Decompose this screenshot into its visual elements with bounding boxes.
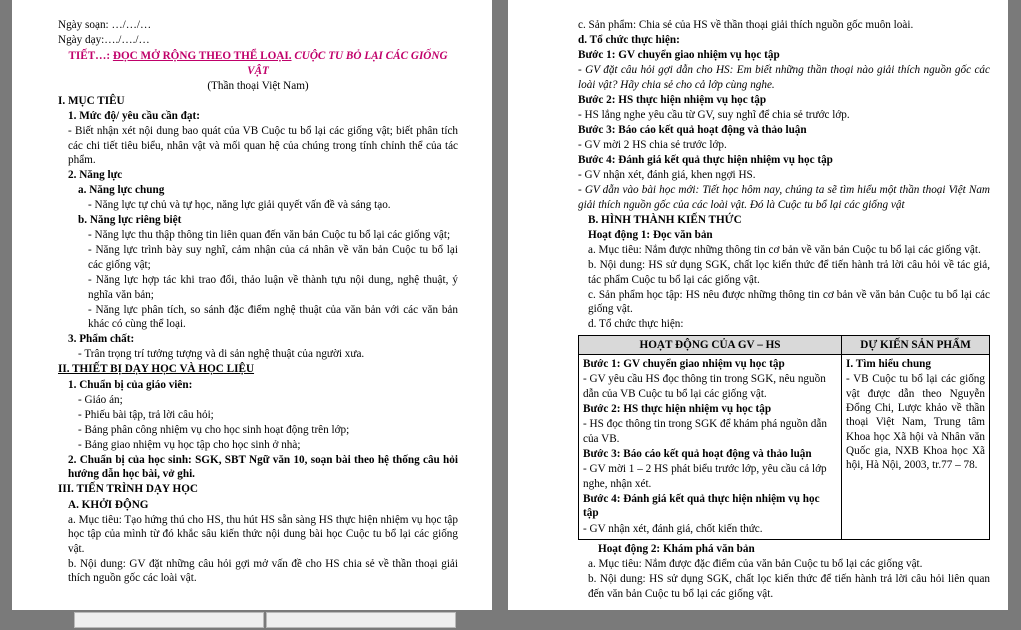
cell-act-line-3: - HS đọc thông tin trong SGK để khám phá nguồn dẫn của VB. — [583, 418, 827, 445]
document-title — [58, 49, 458, 78]
activity-2-muctieu: a. Mục tiêu: Nắm được đặc điểm của văn bản Cuộc tu bổ lại các giống vật. — [588, 558, 923, 571]
page-left — [12, 0, 492, 610]
taskbar-item-1[interactable] — [74, 612, 264, 628]
activity-1-noidung: b. Nội dung: HS sử dụng SGK, chất lọc kiến thức để tiến hành trả lời câu hỏi về tác giả, tác phẩm Cuộc tu bổ lại các giống vật. — [588, 259, 990, 286]
table-row — [579, 355, 990, 540]
activity-2-noidung: b. Nội dung: HS sử dụng SGK, chất lọc kiến thức để tiến hành trả lời câu hỏi liên quan đến văn bản Cuộc tu bổ lại các giống vật. — [588, 573, 990, 600]
table-header-row — [579, 335, 990, 354]
cell-act-line-0: Bước 1: GV chuyển giao nhiệm vụ học tập — [583, 358, 785, 371]
cell-act-line-2: Bước 2: HS thực hiện nhiệm vụ học tập — [583, 403, 772, 416]
right-text-3: - GV đặt câu hỏi gợi dẫn cho HS: Em biết những thần thoại nào giải thích nguồn gốc các loài vật? Hãy chia sẻ cho cả lớp cùng nghe. — [578, 64, 990, 91]
sub-heading-1-2a: a. Năng lực chung — [78, 184, 165, 197]
date-soan: Ngày soạn: …/…/… — [58, 19, 152, 31]
text-2-1-1: - Giáo án; — [78, 393, 123, 406]
sub-heading-3-a: A. KHỞI ĐỘNG — [68, 498, 149, 511]
title-main: ĐỌC MỞ RỘNG THEO THỂ LOẠI. — [112, 50, 292, 63]
page-gutter — [492, 0, 508, 630]
right-text-10: - GV dẫn vào bài học mới: Tiết học hôm nay, chúng ta sẽ tìm hiểu một thần thoại Việt Nam giải thích nguồn gốc của các loài vật. Đó là Cuộc tu bổ lại các giống vật — [578, 184, 990, 211]
text-1-2a: - Năng lực tự chủ và tự học, năng lực giải quyết vấn đề và sáng tạo. — [88, 199, 391, 212]
cell-act-line-4: Bước 3: Báo cáo kết quả hoạt động và thảo luận — [583, 448, 812, 461]
text-2-1-4: - Bảng giao nhiệm vụ học tập cho học sinh ở nhà; — [78, 438, 301, 451]
right-text-2: Bước 1: GV chuyển giao nhiệm vụ học tập — [578, 49, 780, 62]
document-subtitle: (Thần thoại Việt Nam) — [207, 79, 309, 92]
text-2-1-3: - Bảng phân công nhiệm vụ cho học sinh hoạt động trên lớp; — [78, 423, 350, 436]
activity-1-tochuc: d. Tổ chức thực hiện: — [588, 318, 684, 331]
sub-heading-1-2b: b. Năng lực riêng biệt — [78, 214, 182, 227]
title-italic: CUỘC TU BỎ LẠI CÁC GIỐNG VẬT — [247, 50, 448, 77]
cell-act-line-6: Bước 4: Đánh giá kết quả thực hiện nhiệm vụ học tập — [583, 493, 820, 520]
text-3-a-1: a. Mục tiêu: Tạo hứng thú cho HS, thu hút HS sẵn sàng HS thực hiện nhiệm vụ học tập học tập của mình từ đó khắc sâu kiến thức nội dung bài học Cuộc tu bổ lại các giống vật. — [68, 513, 458, 555]
text-1-2b-1: - Năng lực thu thập thông tin liên quan đến văn bản Cuộc tu bổ lại các giống vật; — [88, 229, 451, 242]
bottom-strip — [0, 610, 1021, 630]
left-column-body — [58, 18, 458, 586]
cell-products — [842, 355, 990, 540]
text-2-1-2: - Phiếu bài tập, trả lời câu hỏi; — [78, 408, 214, 421]
right-text-5: - HS lắng nghe yêu cầu từ GV, suy nghĩ để chia sẻ trước lớp. — [578, 108, 850, 121]
right-column-body — [578, 18, 990, 602]
heading-thiet-bi: II. THIẾT BỊ DẠY HỌC VÀ HỌC LIỆU — [58, 363, 255, 376]
activity-1-title: Hoạt động 1: Đọc văn bản — [588, 228, 713, 241]
sub-heading-2-1: 1. Chuẩn bị của giáo viên: — [68, 378, 193, 391]
cell-activities — [579, 355, 842, 540]
text-1-1: - Biết nhận xét nội dung bao quát của VB Cuộc tu bổ lại các giống vật; biết phân tích các chi tiết tiêu biểu, nhân vật và mối quan hệ của chúng trong tính chỉnh thể của tác phẩm. — [68, 124, 458, 167]
activity-1-muctieu: a. Mục tiêu: Nắm được những thông tin cơ bản về văn bản Cuộc tu bổ lại các giống vật. — [588, 243, 981, 256]
heading-hinh-thanh: B. HÌNH THÀNH KIẾN THỨC — [588, 213, 742, 226]
text-1-2b-4: - Năng lực phân tích, so sánh đặc điểm nghệ thuật của văn bản với các văn bản khác có cùng thể loại. — [88, 303, 458, 331]
text-1-3: - Trân trọng trí tưởng tượng và di sản nghệ thuật của người xưa. — [78, 348, 365, 361]
right-text-7: - GV mời 2 HS chia sẻ trước lớp. — [578, 139, 727, 151]
cell-act-line-7: - GV nhận xét, đánh giá, chốt kiến thức. — [583, 522, 763, 535]
text-2-2: 2. Chuẩn bị của học sinh: SGK, SBT Ngữ văn 10, soạn bài theo hệ thống câu hỏi hướng dẫn học bài, vở ghi. — [68, 453, 458, 481]
activities-table — [578, 335, 990, 540]
heading-muc-tieu: I. MỤC TIÊU — [58, 94, 125, 107]
taskbar-item-2[interactable] — [266, 612, 456, 628]
date-day: Ngày dạy:…./…./… — [58, 33, 150, 46]
title-prefix: TIẾT…: — [68, 50, 111, 63]
text-1-2b-3: - Năng lực hợp tác khi trao đổi, thảo luận về thành tựu nội dung, nghệ thuật, ý nghĩa văn bản; — [88, 274, 458, 301]
cell-prod-line-0: I. Tìm hiểu chung — [846, 358, 932, 371]
cell-act-line-5: - GV mời 1 – 2 HS phát biểu trước lớp, yêu cầu cả lớp nghe, nhận xét. — [583, 463, 827, 490]
page-right — [508, 0, 1008, 610]
sub-heading-1-1: 1. Mức độ/ yêu cầu cần đạt: — [68, 109, 200, 122]
right-text-1: d. Tổ chức thực hiện: — [578, 34, 680, 47]
right-text-6: Bước 3: Báo cáo kết quả hoạt động và thảo luận — [578, 123, 807, 136]
right-text-8: Bước 4: Đánh giá kết quả thực hiện nhiệm vụ học tập — [578, 154, 833, 167]
right-text-9: - GV nhận xét, đánh giá, khen ngợi HS. — [578, 169, 756, 182]
activity-1-sanpham: c. Sản phẩm học tập: HS nêu được những thông tin cơ bản về văn bản Cuộc tu bổ lại các giống vật. — [588, 288, 990, 316]
cell-prod-line-1: - VB Cuộc tu bổ lại các giống vật được dẫn theo Nguyễn Đổng Chi, Lược khảo về thần thoại Việt Nam, Trung tâm Khoa học Xã hội và Nhân văn Quốc gia, NXB Khoa học Xã hội, Hà Nội, 2003, tr.77 – 78. — [846, 373, 985, 472]
cell-act-line-1: - GV yêu cầu HS đọc thông tin trong SGK, nêu nguồn dẫn của VB Cuộc tu bổ lại các giống vật. — [583, 373, 826, 400]
activity-2-title: Hoạt động 2: Khám phá văn bản — [598, 543, 755, 556]
text-1-2b-2: - Năng lực trình bày suy nghĩ, cảm nhận của cá nhân về văn bản Cuộc tu bổ lại các giống vật; — [88, 244, 458, 271]
col-header-activities: HOẠT ĐỘNG CỦA GV – HS — [579, 335, 842, 354]
sub-heading-1-2: 2. Năng lực — [68, 169, 123, 182]
heading-tien-trinh: III. TIẾN TRÌNH DẠY HỌC — [58, 483, 198, 496]
right-text-0: c. Sản phẩm: Chia sẻ của HS về thần thoại giải thích nguồn gốc muôn loài. — [578, 19, 914, 31]
right-text-4: Bước 2: HS thực hiện nhiệm vụ học tập — [578, 93, 767, 106]
col-header-products: DỰ KIẾN SẢN PHẨM — [842, 335, 990, 354]
sub-heading-1-3: 3. Phẩm chất: — [68, 333, 135, 346]
text-3-a-2: b. Nội dung: GV đặt những câu hỏi gợi mở vấn đề cho HS chia sẻ về thần thoại giải thích nguồn gốc các loài vật. — [68, 557, 458, 585]
